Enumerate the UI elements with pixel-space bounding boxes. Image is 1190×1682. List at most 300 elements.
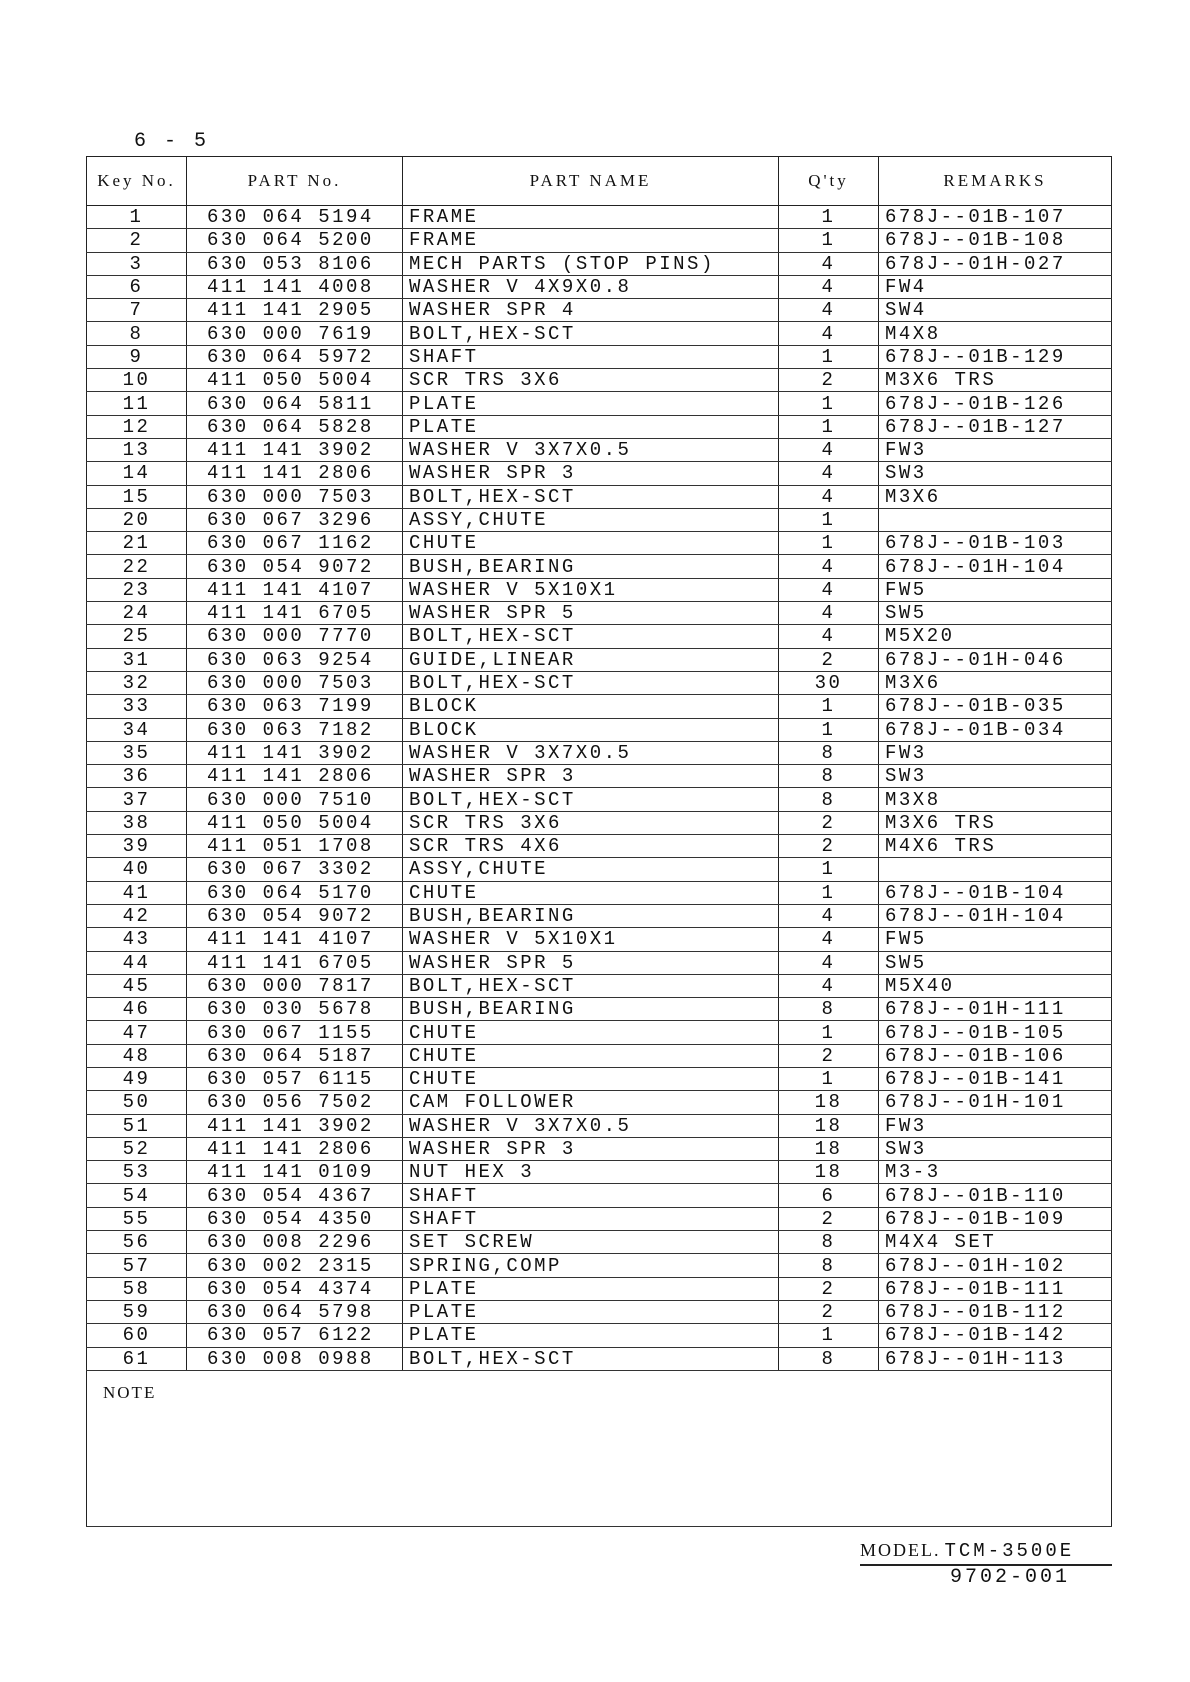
part-name-cell: BLOCK — [403, 695, 779, 718]
qty-cell: 4 — [779, 438, 879, 461]
qty-cell: 4 — [779, 462, 879, 485]
qty-cell: 1 — [779, 415, 879, 438]
qty-cell: 6 — [779, 1184, 879, 1207]
table-row — [87, 1300, 1112, 1323]
key-no-cell: 35 — [87, 741, 187, 764]
remarks-cell: M4X8 — [879, 322, 1112, 345]
part-name-cell: CHUTE — [403, 1021, 779, 1044]
part-name-cell: WASHER V 4X9X0.8 — [403, 275, 779, 298]
remarks-cell: M3X6 — [879, 671, 1112, 694]
part-no-cell: 630 054 4350 — [187, 1207, 403, 1230]
table-row — [87, 835, 1112, 858]
remarks-cell: 678J--01B-106 — [879, 1044, 1112, 1067]
part-name-cell: BOLT,HEX-SCT — [403, 671, 779, 694]
key-no-cell: 58 — [87, 1277, 187, 1300]
qty-cell: 1 — [779, 881, 879, 904]
part-name-cell: ASSY,CHUTE — [403, 858, 779, 881]
remarks-cell: 678J--01B-109 — [879, 1207, 1112, 1230]
table-row — [87, 462, 1112, 485]
table-row — [87, 1207, 1112, 1230]
part-name-cell: WASHER SPR 3 — [403, 1137, 779, 1160]
key-no-cell: 12 — [87, 415, 187, 438]
part-name-cell: NUT HEX 3 — [403, 1161, 779, 1184]
qty-cell: 4 — [779, 299, 879, 322]
table-row — [87, 508, 1112, 531]
table-row — [87, 811, 1112, 834]
part-name-cell: ASSY,CHUTE — [403, 508, 779, 531]
table-row — [87, 345, 1112, 368]
remarks-cell: 678J--01B-127 — [879, 415, 1112, 438]
qty-cell: 30 — [779, 671, 879, 694]
key-no-cell: 57 — [87, 1254, 187, 1277]
header-key-no: Key No. — [87, 157, 187, 206]
part-no-cell: 630 030 5678 — [187, 998, 403, 1021]
part-no-cell: 411 141 3902 — [187, 438, 403, 461]
qty-cell: 2 — [779, 835, 879, 858]
key-no-cell: 44 — [87, 951, 187, 974]
qty-cell: 1 — [779, 1067, 879, 1090]
table-row — [87, 322, 1112, 345]
part-name-cell: CHUTE — [403, 532, 779, 555]
part-no-cell: 630 067 3302 — [187, 858, 403, 881]
remarks-cell: FW4 — [879, 275, 1112, 298]
header-part-no: PART No. — [187, 157, 403, 206]
part-no-cell: 630 000 7619 — [187, 322, 403, 345]
part-no-cell: 411 141 0109 — [187, 1161, 403, 1184]
part-name-cell: SHAFT — [403, 1184, 779, 1207]
remarks-cell: 678J--01B-111 — [879, 1277, 1112, 1300]
table-row — [87, 532, 1112, 555]
part-name-cell: CHUTE — [403, 1067, 779, 1090]
qty-cell: 4 — [779, 578, 879, 601]
qty-cell: 2 — [779, 811, 879, 834]
part-name-cell: CAM FOLLOWER — [403, 1091, 779, 1114]
table-row — [87, 438, 1112, 461]
remarks-cell: SW3 — [879, 1137, 1112, 1160]
remarks-cell: 678J--01B-104 — [879, 881, 1112, 904]
part-no-cell: 630 063 7182 — [187, 718, 403, 741]
qty-cell: 18 — [779, 1161, 879, 1184]
model-label: MODEL. — [860, 1540, 941, 1560]
part-no-cell: 630 000 7503 — [187, 485, 403, 508]
table-row — [87, 206, 1112, 229]
table-row — [87, 485, 1112, 508]
part-name-cell: SHAFT — [403, 345, 779, 368]
key-no-cell: 53 — [87, 1161, 187, 1184]
qty-cell: 8 — [779, 741, 879, 764]
remarks-cell: 678J--01B-105 — [879, 1021, 1112, 1044]
qty-cell: 8 — [779, 788, 879, 811]
qty-cell: 4 — [779, 951, 879, 974]
part-name-cell: WASHER V 5X10X1 — [403, 928, 779, 951]
remarks-cell: 678J--01B-112 — [879, 1300, 1112, 1323]
note-row — [87, 1370, 1112, 1526]
part-name-cell: SHAFT — [403, 1207, 779, 1230]
qty-cell: 4 — [779, 602, 879, 625]
part-name-cell: BLOCK — [403, 718, 779, 741]
remarks-cell: SW5 — [879, 602, 1112, 625]
remarks-cell: FW5 — [879, 928, 1112, 951]
key-no-cell: 11 — [87, 392, 187, 415]
qty-cell: 1 — [779, 345, 879, 368]
table-row — [87, 1137, 1112, 1160]
remarks-cell: SW5 — [879, 951, 1112, 974]
part-name-cell: PLATE — [403, 415, 779, 438]
part-name-cell: BOLT,HEX-SCT — [403, 322, 779, 345]
table-header-row — [87, 157, 1112, 206]
part-name-cell: SCR TRS 3X6 — [403, 811, 779, 834]
part-name-cell: BOLT,HEX-SCT — [403, 485, 779, 508]
remarks-cell: SW3 — [879, 462, 1112, 485]
table-row — [87, 648, 1112, 671]
qty-cell: 2 — [779, 1300, 879, 1323]
qty-cell: 1 — [779, 1021, 879, 1044]
part-name-cell: CHUTE — [403, 1044, 779, 1067]
table-row — [87, 275, 1112, 298]
part-no-cell: 630 063 9254 — [187, 648, 403, 671]
key-no-cell: 8 — [87, 322, 187, 345]
part-no-cell: 630 056 7502 — [187, 1091, 403, 1114]
key-no-cell: 21 — [87, 532, 187, 555]
part-no-cell: 630 008 2296 — [187, 1231, 403, 1254]
part-name-cell: WASHER SPR 5 — [403, 951, 779, 974]
table-row — [87, 1231, 1112, 1254]
part-no-cell: 630 064 5828 — [187, 415, 403, 438]
table-row — [87, 1114, 1112, 1137]
header-part-name: PART NAME — [403, 157, 779, 206]
table-row — [87, 1044, 1112, 1067]
model-line — [860, 1540, 1112, 1566]
qty-cell: 18 — [779, 1137, 879, 1160]
part-no-cell: 411 141 4107 — [187, 578, 403, 601]
qty-cell: 1 — [779, 858, 879, 881]
part-name-cell: SET SCREW — [403, 1231, 779, 1254]
note-label: NOTE — [87, 1370, 1112, 1526]
part-no-cell: 630 064 5170 — [187, 881, 403, 904]
remarks-cell: 678J--01H-027 — [879, 252, 1112, 275]
key-no-cell: 22 — [87, 555, 187, 578]
key-no-cell: 41 — [87, 881, 187, 904]
table-row — [87, 904, 1112, 927]
table-row — [87, 1347, 1112, 1370]
table-row — [87, 1254, 1112, 1277]
part-no-cell: 411 141 2806 — [187, 462, 403, 485]
table-row — [87, 695, 1112, 718]
key-no-cell: 25 — [87, 625, 187, 648]
qty-cell: 4 — [779, 252, 879, 275]
qty-cell: 1 — [779, 508, 879, 531]
part-name-cell: WASHER SPR 4 — [403, 299, 779, 322]
table-row — [87, 858, 1112, 881]
part-name-cell: SCR TRS 4X6 — [403, 835, 779, 858]
key-no-cell: 23 — [87, 578, 187, 601]
part-name-cell: SPRING,COMP — [403, 1254, 779, 1277]
key-no-cell: 32 — [87, 671, 187, 694]
key-no-cell: 36 — [87, 765, 187, 788]
document-number: 9702-001 — [950, 1566, 1071, 1589]
qty-cell: 4 — [779, 322, 879, 345]
qty-cell: 1 — [779, 392, 879, 415]
key-no-cell: 52 — [87, 1137, 187, 1160]
remarks-cell: 678J--01B-110 — [879, 1184, 1112, 1207]
key-no-cell: 24 — [87, 602, 187, 625]
remarks-cell — [879, 858, 1112, 881]
remarks-cell: M4X6 TRS — [879, 835, 1112, 858]
remarks-cell: 678J--01B-103 — [879, 532, 1112, 555]
key-no-cell: 1 — [87, 206, 187, 229]
table-row — [87, 998, 1112, 1021]
table-row — [87, 741, 1112, 764]
remarks-cell: 678J--01H-102 — [879, 1254, 1112, 1277]
part-no-cell: 411 050 5004 — [187, 369, 403, 392]
remarks-cell: M5X20 — [879, 625, 1112, 648]
qty-cell: 2 — [779, 1207, 879, 1230]
key-no-cell: 55 — [87, 1207, 187, 1230]
part-name-cell: SCR TRS 3X6 — [403, 369, 779, 392]
part-name-cell: FRAME — [403, 206, 779, 229]
key-no-cell: 10 — [87, 369, 187, 392]
table-row — [87, 1324, 1112, 1347]
table-row — [87, 1021, 1112, 1044]
table-row — [87, 788, 1112, 811]
part-no-cell: 630 064 5194 — [187, 206, 403, 229]
part-name-cell: MECH PARTS (STOP PINS) — [403, 252, 779, 275]
part-no-cell: 630 002 2315 — [187, 1254, 403, 1277]
remarks-cell: 678J--01B-126 — [879, 392, 1112, 415]
qty-cell: 4 — [779, 485, 879, 508]
remarks-cell: FW3 — [879, 438, 1112, 461]
table-row — [87, 1091, 1112, 1114]
part-no-cell: 411 141 4107 — [187, 928, 403, 951]
key-no-cell: 2 — [87, 229, 187, 252]
key-no-cell: 31 — [87, 648, 187, 671]
key-no-cell: 20 — [87, 508, 187, 531]
part-name-cell: CHUTE — [403, 881, 779, 904]
page-number: 6 - 5 — [134, 130, 210, 153]
table-row — [87, 928, 1112, 951]
table-row — [87, 625, 1112, 648]
table-row — [87, 229, 1112, 252]
table-row — [87, 974, 1112, 997]
key-no-cell: 43 — [87, 928, 187, 951]
part-name-cell: WASHER V 3X7X0.5 — [403, 741, 779, 764]
key-no-cell: 49 — [87, 1067, 187, 1090]
remarks-cell: FW3 — [879, 1114, 1112, 1137]
key-no-cell: 37 — [87, 788, 187, 811]
key-no-cell: 6 — [87, 275, 187, 298]
remarks-cell: 678J--01H-113 — [879, 1347, 1112, 1370]
remarks-cell: 678J--01B-141 — [879, 1067, 1112, 1090]
remarks-cell: 678J--01B-129 — [879, 345, 1112, 368]
key-no-cell: 9 — [87, 345, 187, 368]
part-no-cell: 411 141 2806 — [187, 1137, 403, 1160]
part-no-cell: 630 057 6115 — [187, 1067, 403, 1090]
table-row — [87, 299, 1112, 322]
qty-cell: 1 — [779, 1324, 879, 1347]
qty-cell: 18 — [779, 1091, 879, 1114]
qty-cell: 1 — [779, 695, 879, 718]
remarks-cell: 678J--01B-142 — [879, 1324, 1112, 1347]
table-row — [87, 951, 1112, 974]
qty-cell: 4 — [779, 928, 879, 951]
part-no-cell: 630 064 5798 — [187, 1300, 403, 1323]
part-no-cell: 630 064 5811 — [187, 392, 403, 415]
part-no-cell: 411 141 2905 — [187, 299, 403, 322]
part-no-cell: 630 053 8106 — [187, 252, 403, 275]
qty-cell: 4 — [779, 974, 879, 997]
part-no-cell: 630 000 7770 — [187, 625, 403, 648]
part-name-cell: GUIDE,LINEAR — [403, 648, 779, 671]
part-no-cell: 630 067 1162 — [187, 532, 403, 555]
table-row — [87, 881, 1112, 904]
qty-cell: 4 — [779, 904, 879, 927]
part-name-cell: WASHER SPR 5 — [403, 602, 779, 625]
key-no-cell: 42 — [87, 904, 187, 927]
part-no-cell: 411 051 1708 — [187, 835, 403, 858]
table-row — [87, 602, 1112, 625]
key-no-cell: 54 — [87, 1184, 187, 1207]
part-no-cell: 630 064 5972 — [187, 345, 403, 368]
remarks-cell: M3X6 — [879, 485, 1112, 508]
key-no-cell: 14 — [87, 462, 187, 485]
header-remarks: REMARKS — [879, 157, 1112, 206]
qty-cell: 1 — [779, 718, 879, 741]
part-name-cell: BUSH,BEARING — [403, 904, 779, 927]
remarks-cell: FW5 — [879, 578, 1112, 601]
remarks-cell: SW4 — [879, 299, 1112, 322]
qty-cell: 1 — [779, 229, 879, 252]
qty-cell: 8 — [779, 1254, 879, 1277]
qty-cell: 8 — [779, 998, 879, 1021]
part-name-cell: WASHER SPR 3 — [403, 462, 779, 485]
key-no-cell: 50 — [87, 1091, 187, 1114]
remarks-cell: FW3 — [879, 741, 1112, 764]
key-no-cell: 59 — [87, 1300, 187, 1323]
table-row — [87, 1161, 1112, 1184]
table-row — [87, 369, 1112, 392]
key-no-cell: 60 — [87, 1324, 187, 1347]
qty-cell: 4 — [779, 555, 879, 578]
part-no-cell: 630 054 4367 — [187, 1184, 403, 1207]
remarks-cell: 678J--01H-046 — [879, 648, 1112, 671]
key-no-cell: 33 — [87, 695, 187, 718]
parts-list-table — [86, 156, 1112, 1527]
qty-cell: 2 — [779, 648, 879, 671]
qty-cell: 1 — [779, 206, 879, 229]
qty-cell: 18 — [779, 1114, 879, 1137]
part-name-cell: FRAME — [403, 229, 779, 252]
part-no-cell: 411 141 2806 — [187, 765, 403, 788]
remarks-cell: 678J--01B-108 — [879, 229, 1112, 252]
part-no-cell: 630 064 5187 — [187, 1044, 403, 1067]
key-no-cell: 13 — [87, 438, 187, 461]
qty-cell: 1 — [779, 532, 879, 555]
part-no-cell: 630 054 4374 — [187, 1277, 403, 1300]
key-no-cell: 7 — [87, 299, 187, 322]
part-no-cell: 411 141 3902 — [187, 741, 403, 764]
remarks-cell: 678J--01H-104 — [879, 904, 1112, 927]
table-row — [87, 252, 1112, 275]
key-no-cell: 51 — [87, 1114, 187, 1137]
part-name-cell: WASHER V 5X10X1 — [403, 578, 779, 601]
qty-cell: 8 — [779, 765, 879, 788]
remarks-cell: M3X6 TRS — [879, 369, 1112, 392]
qty-cell: 4 — [779, 625, 879, 648]
table-row — [87, 1277, 1112, 1300]
remarks-cell: SW3 — [879, 765, 1112, 788]
table-row — [87, 1184, 1112, 1207]
qty-cell: 4 — [779, 275, 879, 298]
table-row — [87, 765, 1112, 788]
part-no-cell: 630 067 1155 — [187, 1021, 403, 1044]
table-row — [87, 1067, 1112, 1090]
part-no-cell: 411 141 3902 — [187, 1114, 403, 1137]
remarks-cell: 678J--01B-035 — [879, 695, 1112, 718]
table-row — [87, 578, 1112, 601]
remarks-cell: M3X6 TRS — [879, 811, 1112, 834]
table-row — [87, 555, 1112, 578]
key-no-cell: 39 — [87, 835, 187, 858]
part-name-cell: BOLT,HEX-SCT — [403, 974, 779, 997]
part-no-cell: 411 141 6705 — [187, 951, 403, 974]
key-no-cell: 40 — [87, 858, 187, 881]
table-row — [87, 415, 1112, 438]
part-no-cell: 630 000 7510 — [187, 788, 403, 811]
part-no-cell: 630 063 7199 — [187, 695, 403, 718]
remarks-cell: 678J--01H-101 — [879, 1091, 1112, 1114]
qty-cell: 8 — [779, 1347, 879, 1370]
part-name-cell: PLATE — [403, 1277, 779, 1300]
part-no-cell: 630 000 7503 — [187, 671, 403, 694]
key-no-cell: 46 — [87, 998, 187, 1021]
part-name-cell: WASHER V 3X7X0.5 — [403, 438, 779, 461]
key-no-cell: 56 — [87, 1231, 187, 1254]
part-no-cell: 630 067 3296 — [187, 508, 403, 531]
part-name-cell: WASHER V 3X7X0.5 — [403, 1114, 779, 1137]
table-row — [87, 671, 1112, 694]
qty-cell: 2 — [779, 1277, 879, 1300]
header-qty: Q'ty — [779, 157, 879, 206]
table-row — [87, 718, 1112, 741]
qty-cell: 8 — [779, 1231, 879, 1254]
part-no-cell: 411 141 4008 — [187, 275, 403, 298]
qty-cell: 2 — [779, 1044, 879, 1067]
key-no-cell: 48 — [87, 1044, 187, 1067]
remarks-cell: 678J--01B-107 — [879, 206, 1112, 229]
key-no-cell: 34 — [87, 718, 187, 741]
part-no-cell: 630 054 9072 — [187, 555, 403, 578]
part-no-cell: 630 000 7817 — [187, 974, 403, 997]
key-no-cell: 15 — [87, 485, 187, 508]
part-no-cell: 630 064 5200 — [187, 229, 403, 252]
remarks-cell: 678J--01H-104 — [879, 555, 1112, 578]
part-name-cell: BOLT,HEX-SCT — [403, 788, 779, 811]
remarks-cell — [879, 508, 1112, 531]
remarks-cell: 678J--01B-034 — [879, 718, 1112, 741]
part-name-cell: BUSH,BEARING — [403, 998, 779, 1021]
key-no-cell: 3 — [87, 252, 187, 275]
part-name-cell: BUSH,BEARING — [403, 555, 779, 578]
key-no-cell: 47 — [87, 1021, 187, 1044]
part-no-cell: 630 054 9072 — [187, 904, 403, 927]
qty-cell: 2 — [779, 369, 879, 392]
part-no-cell: 630 008 0988 — [187, 1347, 403, 1370]
key-no-cell: 61 — [87, 1347, 187, 1370]
part-name-cell: PLATE — [403, 1300, 779, 1323]
remarks-cell: M3-3 — [879, 1161, 1112, 1184]
part-no-cell: 411 141 6705 — [187, 602, 403, 625]
part-name-cell: PLATE — [403, 392, 779, 415]
